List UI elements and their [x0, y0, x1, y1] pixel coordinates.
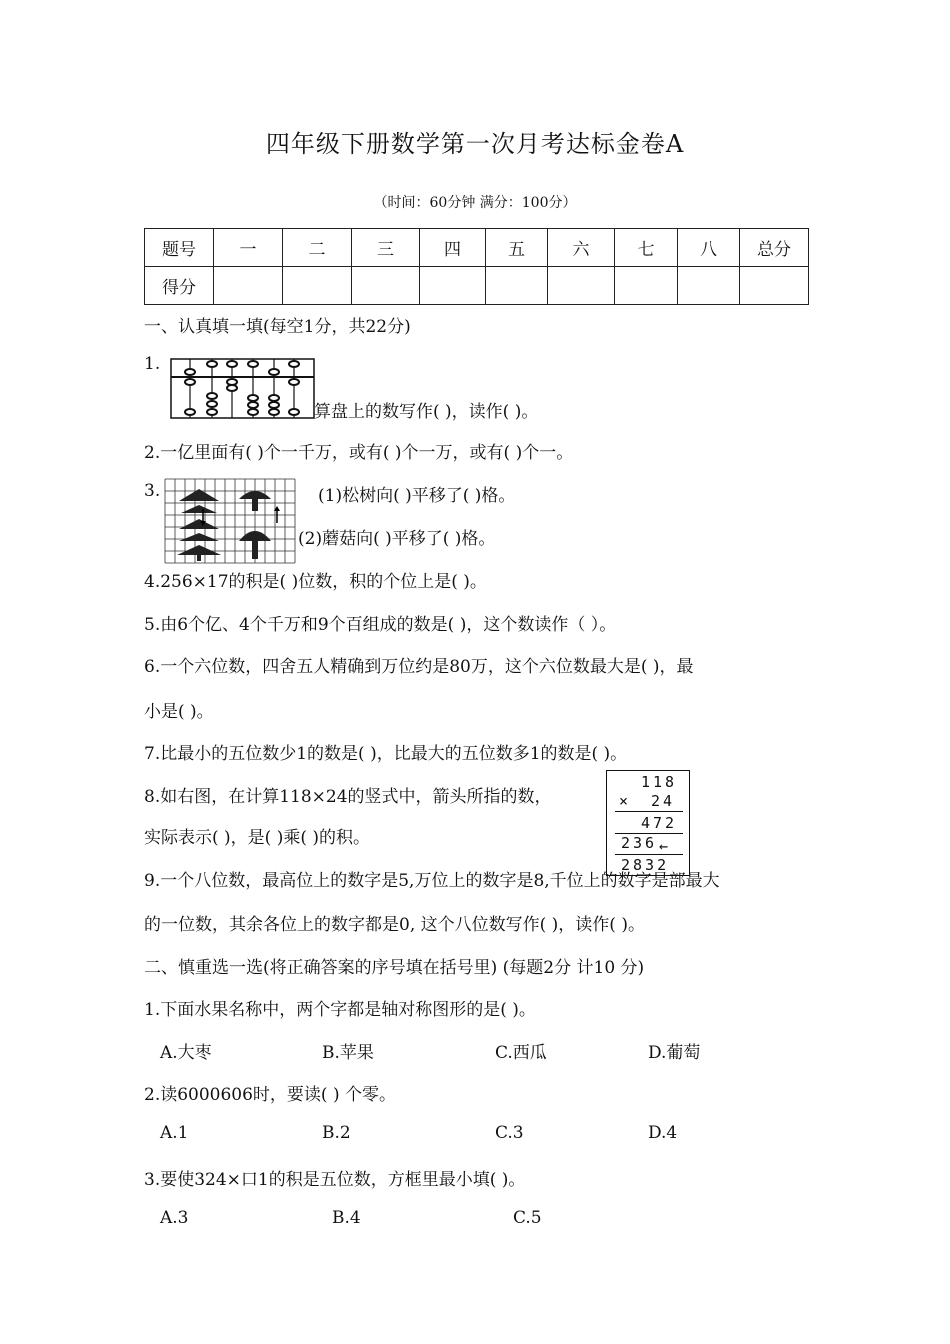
q7: 7.比最小的五位数少1的数是( )，比最大的五位数多1的数是( )。 [144, 744, 628, 764]
header-cell: 八 [678, 229, 740, 267]
q6-line2: 小是( )。 [144, 702, 214, 722]
score-table-header-row [145, 229, 809, 267]
q3-part2: (2)蘑菇向( )平移了( )格。 [298, 529, 496, 549]
calc-product: 2832 [621, 856, 670, 874]
q8-line2: 实际表示( )，是( )乘( )的积。 [144, 828, 371, 848]
calc-multiplicand: 118 [641, 773, 678, 791]
q4: 4.256×17的积是( )位数，积的个位上是( )。 [144, 572, 487, 592]
mc-q3-option[interactable]: A.3 [160, 1208, 189, 1228]
abacus-figure [170, 358, 316, 420]
header-cell: 六 [548, 229, 615, 267]
mc-q1-option[interactable]: C.西瓜 [495, 1043, 547, 1063]
arrow-left-icon: ← [659, 837, 669, 855]
q3-number: 3. [144, 481, 161, 501]
header-cell: 七 [615, 229, 678, 267]
header-cell: 题号 [145, 229, 214, 267]
page-title: 四年级下册数学第一次月考达标金卷A [265, 130, 685, 158]
q3-part1: (1)松树向( )平移了( )格。 [318, 486, 516, 506]
score-cell[interactable] [214, 267, 283, 305]
row-label: 得分 [145, 267, 214, 305]
score-cell[interactable] [548, 267, 615, 305]
score-cell[interactable] [420, 267, 486, 305]
translation-grid-figure [165, 479, 295, 563]
header-cell: 三 [352, 229, 420, 267]
header-cell: 一 [214, 229, 283, 267]
calc-multiplier: 24 [651, 792, 676, 810]
header-cell: 四 [420, 229, 486, 267]
score-table [144, 228, 809, 305]
header-cell: 五 [486, 229, 548, 267]
score-cell[interactable] [678, 267, 740, 305]
calc-partial-2: 236 [621, 834, 658, 852]
score-cell[interactable] [740, 267, 809, 305]
exam-time-score: （时间：60分钟 满分：100分） [373, 195, 577, 211]
q5: 5.由6个亿、4个千万和9个百组成的数是( )，这个数读作（ ）。 [144, 615, 617, 635]
q8-line1: 8.如右图，在计算118×24的竖式中，箭头所指的数， [144, 787, 552, 807]
mc-q3: 3.要使324×口1的积是五位数，方框里最小填( )。 [144, 1170, 526, 1190]
multiplication-figure [606, 770, 690, 876]
q9-line2: 的一位数，其余各位上的数字都是0, 这个八位数写作( )，读作( )。 [144, 915, 645, 935]
score-cell[interactable] [615, 267, 678, 305]
mc-q3-option[interactable]: C.5 [513, 1208, 542, 1228]
q2: 2.一亿里面有( )个一千万，或有( )个一万，或有( )个一。 [144, 443, 574, 463]
q6-line1: 6.一个六位数，四舍五人精确到万位约是80万，这个六位数最大是( )，最 [144, 657, 694, 677]
mc-q1-option[interactable]: B.苹果 [322, 1043, 374, 1063]
q9-line1: 9.一个八位数，最高位上的数字是5,万位上的数字是8,千位上的数字是部最大 [144, 871, 720, 891]
mc-q1: 1.下面水果名称中，两个字都是轴对称图形的是( )。 [144, 1000, 536, 1020]
q1-number: 1. [144, 354, 161, 374]
mc-q2-option[interactable]: A.1 [160, 1123, 189, 1143]
header-cell: 二 [283, 229, 352, 267]
mc-q3-option[interactable]: B.4 [332, 1208, 361, 1228]
mc-q2-option[interactable]: D.4 [648, 1123, 678, 1143]
q1-text: 算盘上的数写作( )，读作( )。 [314, 402, 539, 422]
mc-q2-option[interactable]: C.3 [495, 1123, 524, 1143]
mc-q2: 2.读6000606时，要读( ) 个零。 [144, 1085, 397, 1105]
section2-heading: 二、慎重选一选(将正确答案的序号填在括号里) (每题2分 计10 分) [144, 958, 645, 978]
calc-partial-1: 472 [641, 814, 678, 832]
score-cell[interactable] [352, 267, 420, 305]
mc-q1-option[interactable]: D.葡萄 [648, 1043, 701, 1063]
calc-rule [615, 811, 683, 812]
header-cell: 总分 [740, 229, 809, 267]
mc-q1-option[interactable]: A.大枣 [160, 1043, 212, 1063]
mc-q2-option[interactable]: B.2 [322, 1123, 351, 1143]
section1-heading: 一、认真填一填(每空1分，共22分) [144, 317, 411, 337]
score-table-score-row [145, 267, 809, 305]
score-cell[interactable] [486, 267, 548, 305]
calc-rule [615, 854, 683, 855]
score-cell[interactable] [283, 267, 352, 305]
calc-times-sign: × [619, 792, 629, 810]
